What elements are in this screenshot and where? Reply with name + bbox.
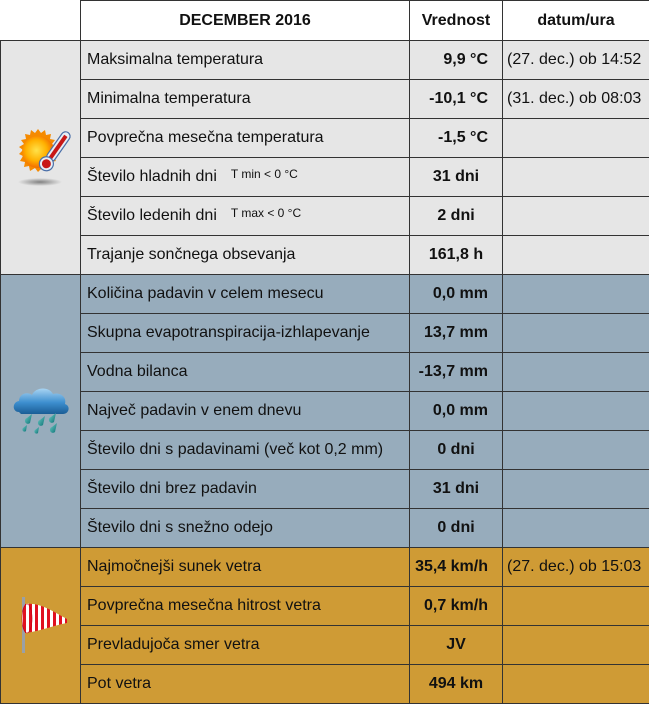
row-label: Količina padavin v celem mesecu <box>81 275 410 314</box>
table-row <box>1 509 649 548</box>
sun-thermometer-icon <box>10 122 72 193</box>
row-value: 9,9 °C <box>410 41 503 80</box>
row-condition-note: T min < 0 °C <box>230 167 298 181</box>
row-label: Število hladnih dni T min < 0 °C <box>81 158 410 197</box>
row-value: 0 dni <box>410 431 503 470</box>
table-row <box>1 275 649 314</box>
row-date <box>503 509 649 548</box>
row-value: 0,0 mm <box>410 275 503 314</box>
table-row <box>1 41 649 80</box>
row-label: Maksimalna temperatura <box>81 41 410 80</box>
table-header-row <box>1 1 649 41</box>
row-date <box>503 587 649 626</box>
row-label: Število dni s padavinami (več kot 0,2 mm) <box>81 431 410 470</box>
row-label: Najmočnejši sunek vetra <box>81 548 410 587</box>
row-value: JV <box>410 626 503 665</box>
row-condition-note: T max < 0 °C <box>230 206 302 220</box>
row-date <box>503 119 649 158</box>
table-row <box>1 626 649 665</box>
wind-icon-cell <box>1 548 81 704</box>
row-date <box>503 353 649 392</box>
row-value: 161,8 h <box>410 236 503 275</box>
table-row <box>1 392 649 431</box>
row-label: Pot vetra <box>81 665 410 704</box>
windsock-icon <box>11 593 71 658</box>
date-column-header: datum/ura <box>503 1 649 41</box>
row-value: -10,1 °C <box>410 80 503 119</box>
table-row <box>1 587 649 626</box>
table-row <box>1 470 649 509</box>
table-row <box>1 431 649 470</box>
row-value: 0,0 mm <box>410 392 503 431</box>
table-row <box>1 158 649 197</box>
row-date <box>503 665 649 704</box>
row-date <box>503 236 649 275</box>
table-row <box>1 80 649 119</box>
row-date <box>503 626 649 665</box>
row-value: 35,4 km/h <box>410 548 503 587</box>
row-label: Vodna bilanca <box>81 353 410 392</box>
table-row <box>1 119 649 158</box>
row-date: (31. dec.) ob 08:03 <box>503 80 649 119</box>
row-label: Povprečna mesečna temperatura <box>81 119 410 158</box>
row-value: 2 dni <box>410 197 503 236</box>
table-row <box>1 665 649 704</box>
row-value: 0 dni <box>410 509 503 548</box>
row-date <box>503 470 649 509</box>
row-value: 494 km <box>410 665 503 704</box>
row-label: Povprečna mesečna hitrost vetra <box>81 587 410 626</box>
row-date: (27. dec.) ob 14:52 <box>503 41 649 80</box>
row-value: -1,5 °C <box>410 119 503 158</box>
row-label: Število ledenih dni T max < 0 °C <box>81 197 410 236</box>
row-label: Minimalna temperatura <box>81 80 410 119</box>
value-column-header: Vrednost <box>410 1 503 41</box>
row-value: -13,7 mm <box>410 353 503 392</box>
row-label: Število dni brez padavin <box>81 470 410 509</box>
table-row <box>1 314 649 353</box>
row-label: Trajanje sončnega obsevanja <box>81 236 410 275</box>
row-value: 0,7 km/h <box>410 587 503 626</box>
row-label: Največ padavin v enem dnevu <box>81 392 410 431</box>
row-date <box>503 314 649 353</box>
table-row <box>1 236 649 275</box>
row-date <box>503 431 649 470</box>
row-label: Število dni s snežno odejo <box>81 509 410 548</box>
row-date <box>503 275 649 314</box>
table-row <box>1 197 649 236</box>
row-date: (27. dec.) ob 15:03 <box>503 548 649 587</box>
row-date <box>503 392 649 431</box>
table-row <box>1 548 649 587</box>
row-value: 31 dni <box>410 470 503 509</box>
row-value: 31 dni <box>410 158 503 197</box>
header-blank-cell <box>1 1 81 41</box>
month-title: DECEMBER 2016 <box>81 1 410 41</box>
rain-cloud-icon <box>11 382 71 441</box>
row-label: Prevladujoča smer vetra <box>81 626 410 665</box>
row-date <box>503 158 649 197</box>
row-label: Skupna evapotranspiracija-izhlapevanje <box>81 314 410 353</box>
row-date <box>503 197 649 236</box>
row-value: 13,7 mm <box>410 314 503 353</box>
temperature-icon-cell <box>1 41 81 275</box>
precipitation-icon-cell <box>1 275 81 548</box>
table-row <box>1 353 649 392</box>
